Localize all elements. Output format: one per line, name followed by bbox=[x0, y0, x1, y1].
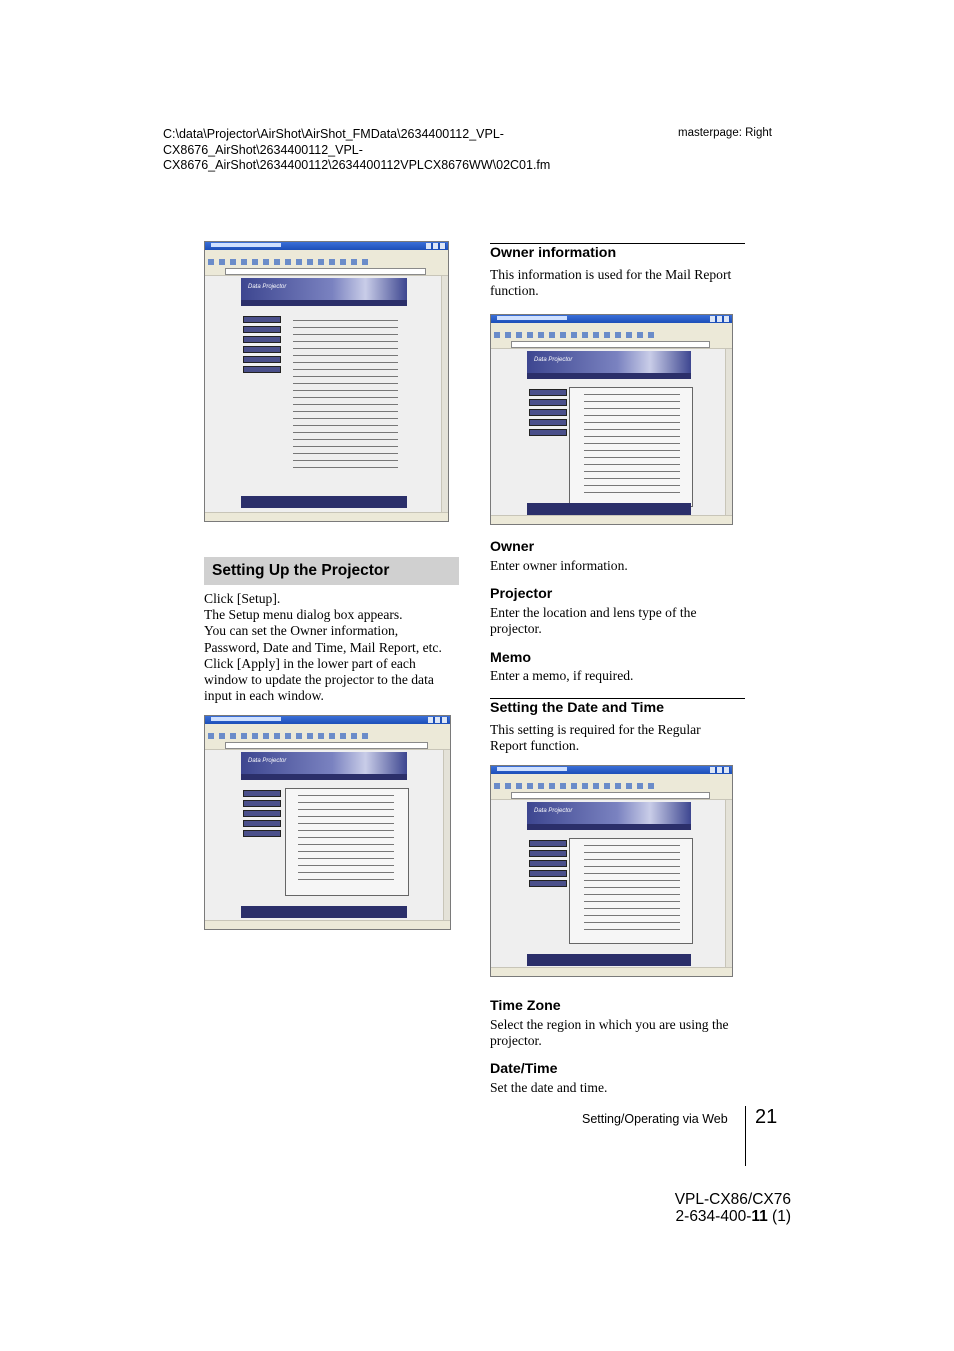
projector-text bbox=[490, 605, 750, 637]
nav-tabs bbox=[241, 300, 407, 306]
section-banner bbox=[204, 557, 459, 585]
paragraph-line: You can set the Owner information, bbox=[204, 623, 399, 639]
paragraph-line: Click [Setup]. bbox=[204, 591, 281, 606]
side-menu bbox=[529, 389, 567, 439]
owner-panel bbox=[569, 387, 693, 507]
page-number: 21 bbox=[755, 1106, 778, 1128]
browser-scrollbar bbox=[443, 750, 450, 921]
paragraph-line: window to update the projector to the data bbox=[204, 672, 434, 688]
owner-information-heading: Owner information bbox=[490, 245, 617, 261]
browser-page bbox=[491, 800, 732, 968]
setup-instructions bbox=[204, 591, 464, 704]
footer-divider bbox=[745, 1106, 746, 1166]
text-line: This information is used for the Mail Report bbox=[490, 267, 732, 282]
screen-footer bbox=[527, 954, 691, 966]
browser-titlebar bbox=[205, 716, 450, 724]
browser-titlebar bbox=[491, 766, 732, 774]
screenshot-setup-menu bbox=[204, 715, 451, 930]
screenshot-date-and-time bbox=[490, 765, 733, 977]
date-time-text: Set the date and time. bbox=[490, 1080, 608, 1095]
memo-heading: Memo bbox=[490, 650, 531, 666]
text-line: function. bbox=[490, 283, 539, 299]
file-path-line-1: C:\data\Projector\AirShot\AirShot_FMData\2634400112_VPL- bbox=[163, 127, 504, 141]
paragraph-line: Click [Apply] in the lower part of each bbox=[204, 655, 416, 671]
screen-footer bbox=[527, 503, 691, 515]
screenshot-airshot-settings bbox=[204, 241, 449, 522]
browser-statusbar bbox=[491, 967, 732, 976]
text-line: projector. bbox=[490, 621, 542, 637]
date-time-section-heading: Setting the Date and Time bbox=[490, 700, 664, 716]
data-projector-banner: Data Projector bbox=[241, 278, 407, 300]
browser-statusbar bbox=[205, 920, 450, 929]
data-projector-banner: Data Projector bbox=[527, 802, 691, 824]
browser-scrollbar bbox=[725, 800, 732, 968]
model-line-2: 2-634-400-11 (1) bbox=[675, 1208, 791, 1225]
settings-form bbox=[293, 320, 398, 470]
screen-footer bbox=[241, 496, 407, 508]
model-number bbox=[671, 1191, 791, 1225]
browser-addressbar bbox=[491, 791, 732, 800]
side-menu bbox=[243, 316, 281, 376]
browser-page bbox=[491, 349, 732, 516]
section-title: Setting Up the Projector bbox=[212, 562, 390, 579]
side-menu bbox=[529, 840, 567, 890]
time-zone-text bbox=[490, 1017, 750, 1049]
text-line: This setting is required for the Regular bbox=[490, 722, 701, 737]
browser-titlebar bbox=[205, 242, 448, 250]
text-line: Select the region in which you are using the bbox=[490, 1017, 729, 1032]
browser-statusbar bbox=[205, 512, 448, 521]
paragraph-line: The Setup menu dialog box appears. bbox=[204, 607, 403, 623]
text-line: Enter the location and lens type of the bbox=[490, 605, 697, 620]
data-projector-banner: Data Projector bbox=[527, 351, 691, 373]
screenshot-owner-information bbox=[490, 314, 733, 525]
file-path-line-2: CX8676_AirShot\2634400112_VPL- bbox=[163, 142, 363, 157]
browser-scrollbar bbox=[725, 349, 732, 516]
browser-statusbar bbox=[491, 515, 732, 524]
browser-page bbox=[205, 750, 450, 921]
date-time-section-text bbox=[490, 722, 750, 754]
memo-text: Enter a memo, if required. bbox=[490, 668, 634, 683]
date-time-heading: Date/Time bbox=[490, 1061, 558, 1077]
browser-addressbar bbox=[205, 267, 448, 276]
text-line: projector. bbox=[490, 1033, 542, 1049]
nav-tabs bbox=[527, 824, 691, 830]
setup-panel bbox=[285, 788, 409, 896]
file-path-line-3: CX8676_AirShot\2634400112\2634400112VPLCX8676WW\02C01.fm bbox=[163, 158, 551, 172]
browser-page bbox=[205, 276, 448, 513]
owner-information-text bbox=[490, 267, 750, 299]
side-menu bbox=[243, 790, 281, 840]
date-time-panel bbox=[569, 838, 693, 944]
browser-titlebar bbox=[491, 315, 732, 323]
nav-tabs bbox=[527, 373, 691, 379]
browser-scrollbar bbox=[441, 276, 448, 513]
owner-heading: Owner bbox=[490, 539, 535, 555]
browser-addressbar bbox=[205, 741, 450, 750]
browser-addressbar bbox=[491, 340, 732, 349]
text-line: Report function. bbox=[490, 738, 580, 754]
paragraph-line: Password, Date and Time, Mail Report, etc. bbox=[204, 639, 442, 655]
owner-text: Enter owner information. bbox=[490, 558, 628, 573]
screen-footer bbox=[241, 906, 407, 918]
masterpage-label: masterpage: Right bbox=[678, 127, 772, 139]
model-line-1: VPL-CX86/CX76 bbox=[674, 1191, 791, 1208]
projector-heading: Projector bbox=[490, 586, 553, 602]
nav-tabs bbox=[241, 774, 407, 780]
footer-section-title: Setting/Operating via Web bbox=[582, 1112, 728, 1126]
paragraph-line: input in each window. bbox=[204, 688, 324, 704]
time-zone-heading: Time Zone bbox=[490, 998, 561, 1014]
file-path bbox=[163, 127, 643, 174]
data-projector-banner: Data Projector bbox=[241, 752, 407, 774]
